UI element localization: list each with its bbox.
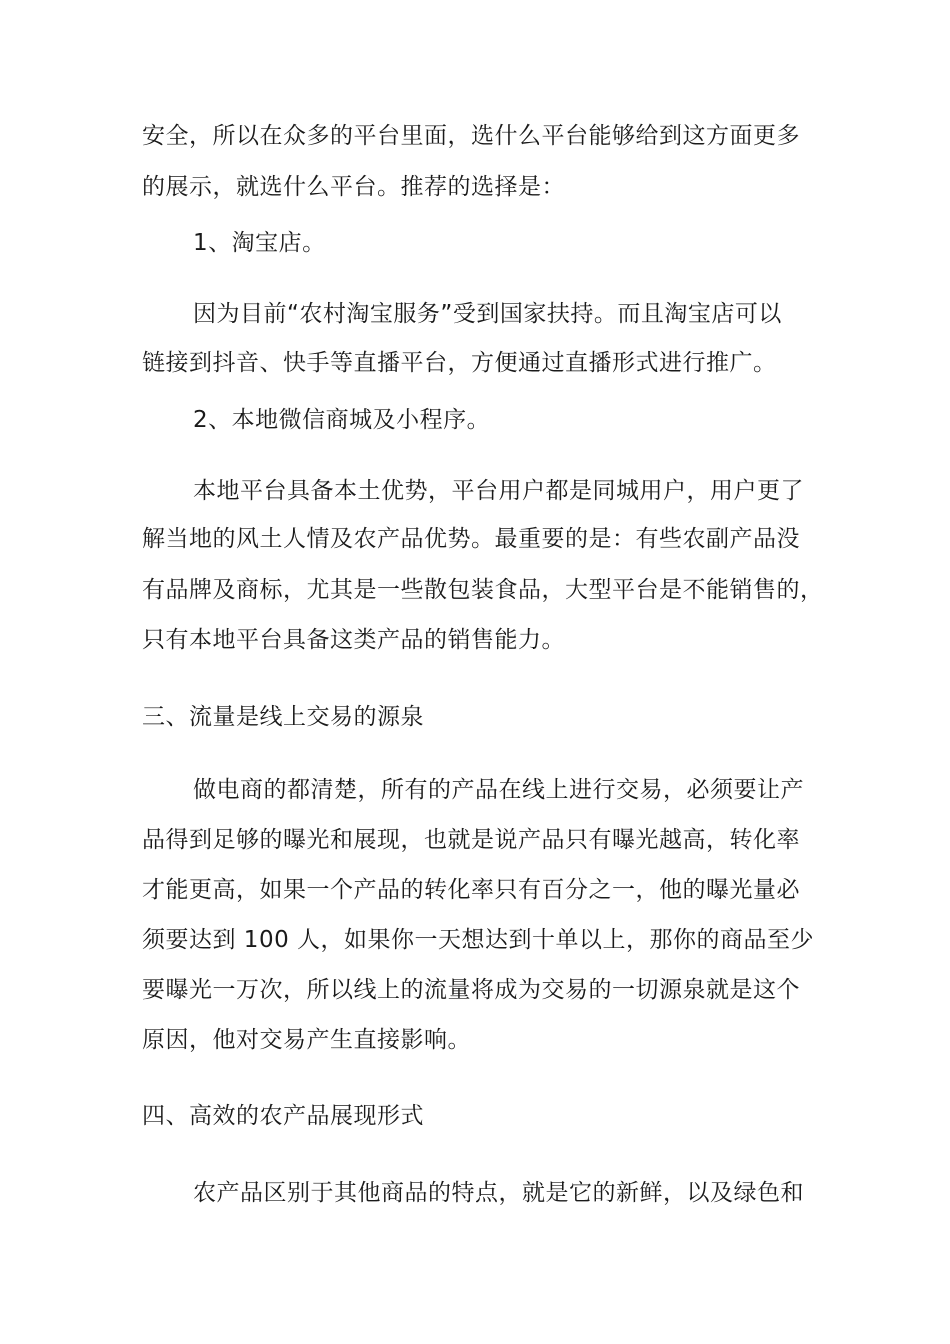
- body-text-line: 原因，他对交易产生直接影响。: [142, 1027, 471, 1053]
- section-heading: 四、高效的农产品展现形式: [142, 1103, 424, 1129]
- body-text-line: 品得到足够的曝光和展现，也就是说产品只有曝光越高，转化率: [142, 827, 800, 853]
- body-text-line: 只有本地平台具备这类产品的销售能力。: [142, 627, 565, 653]
- body-text-line: 安全，所以在众多的平台里面，选什么平台能够给到这方面更多: [142, 123, 800, 149]
- section-heading: 三、流量是线上交易的源泉: [142, 704, 424, 730]
- body-text-line: 做电商的都清楚，所有的产品在线上进行交易，必须要让产: [193, 777, 804, 803]
- body-text-line: 农产品区别于其他商品的特点，就是它的新鲜，以及绿色和: [193, 1180, 804, 1206]
- body-text-line: 有品牌及商标，尤其是一些散包装食品，大型平台是不能销售的，: [142, 577, 824, 603]
- body-text-line: 须要达到 100 人，如果你一天想达到十单以上，那你的商品至少: [142, 927, 815, 953]
- body-text-line: 的展示，就选什么平台。推荐的选择是：: [142, 174, 565, 200]
- body-text-line: 要曝光一万次，所以线上的流量将成为交易的一切源泉就是这个: [142, 977, 800, 1003]
- body-text-line: 本地平台具备本土优势，平台用户都是同城用户，用户更了: [193, 478, 804, 504]
- body-text-line: 才能更高，如果一个产品的转化率只有百分之一，他的曝光量必: [142, 877, 800, 903]
- list-item-heading: 1、淘宝店。: [193, 230, 326, 256]
- body-text-line: 因为目前“农村淘宝服务”受到国家扶持。而且淘宝店可以: [193, 301, 782, 327]
- body-text-line: 链接到抖音、快手等直播平台，方便通过直播形式进行推广。: [142, 350, 777, 376]
- list-item-heading: 2、本地微信商城及小程序。: [193, 407, 491, 433]
- body-text-line: 解当地的风土人情及农产品优势。最重要的是：有些农副产品没: [142, 526, 800, 552]
